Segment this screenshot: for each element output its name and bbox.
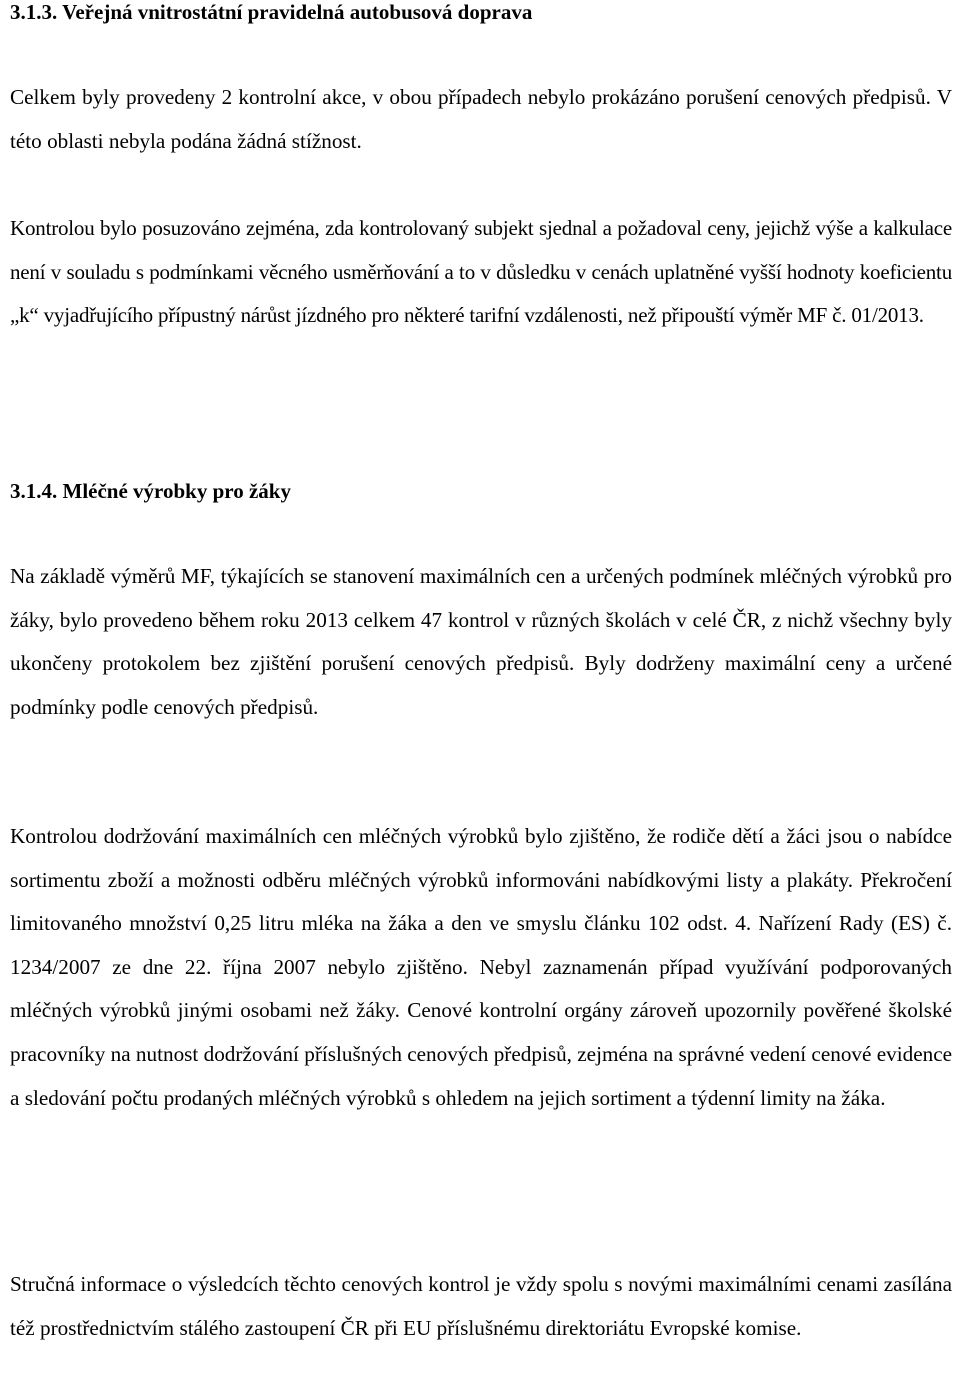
paragraph-eu-information: Stručná informace o výsledcích těchto cenových kontrol je vždy spolu s novými maximálními cenami zasílána též prostřednictvím stálého zastoupení ČR při EU příslušnému direktoriátu Evropské komise. — [10, 1272, 952, 1340]
section-heading-3-1-3: 3.1.3. Veřejná vnitrostátní pravidelná autobusová doprava — [10, 0, 533, 24]
paragraph-milk-products-controls: Na základě výměrů MF, týkajících se stanovení maximálních cen a určených podmínek mléčných výrobků pro žáky, bylo provedeno během roku 2013 celkem 47 kontrol v různých školách v celé ČR, z nichž všechny byly ukončeny protokolem bez zjištění porušení cenových předpisů. Byly dodrženy maximální ceny a určené podmínky podle cenových předpisů. — [10, 564, 952, 719]
paragraph-inspection-summary: Celkem byly provedeny 2 kontrolní akce, v obou případech nebylo prokázáno porušení cenových předpisů. V této oblasti nebyla podána žádná stížnost. — [10, 85, 952, 153]
paragraph-inspection-details: Kontrolou bylo posuzováno zejména, zda kontrolovaný subjekt sjednal a požadoval ceny, jejichž výše a kalkulace není v souladu s podmínkami věcného usměrňování a to v důsledku v cenách uplatněné vyšší hodnoty koeficientu „k“ vyjadřujícího přípustný nárůst jízdného pro některé tarifní vzdálenosti, než připouští výměr MF č. 01/2013. — [10, 216, 952, 328]
paragraph-milk-products-findings: Kontrolou dodržování maximálních cen mléčných výrobků bylo zjištěno, že rodiče dětí a žáci jsou o nabídce sortimentu zboží a možnosti odběru mléčných výrobků informováni nabídkovými listy a plakáty. Překročení limitovaného množství 0,25 litru mléka na žáka a den ve smyslu článku 102 odst. 4. Nařízení Rady (ES) č. 1234/2007 ze dne 22. října 2007 nebylo zjištěno. Nebyl zaznamenán případ využívání podporovaných mléčných výrobků jinými osobami než žáky. Cenové kontrolní orgány zároveň upozornily pověřené školské pracovníky na nutnost dodržování příslušných cenových předpisů, zejména na správné vedení cenové evidence a sledování počtu prodaných mléčných výrobků s ohledem na jejich sortiment a týdenní limity na žáka. — [10, 824, 952, 1110]
section-heading-3-1-4: 3.1.4. Mléčné výrobky pro žáky — [10, 479, 291, 503]
